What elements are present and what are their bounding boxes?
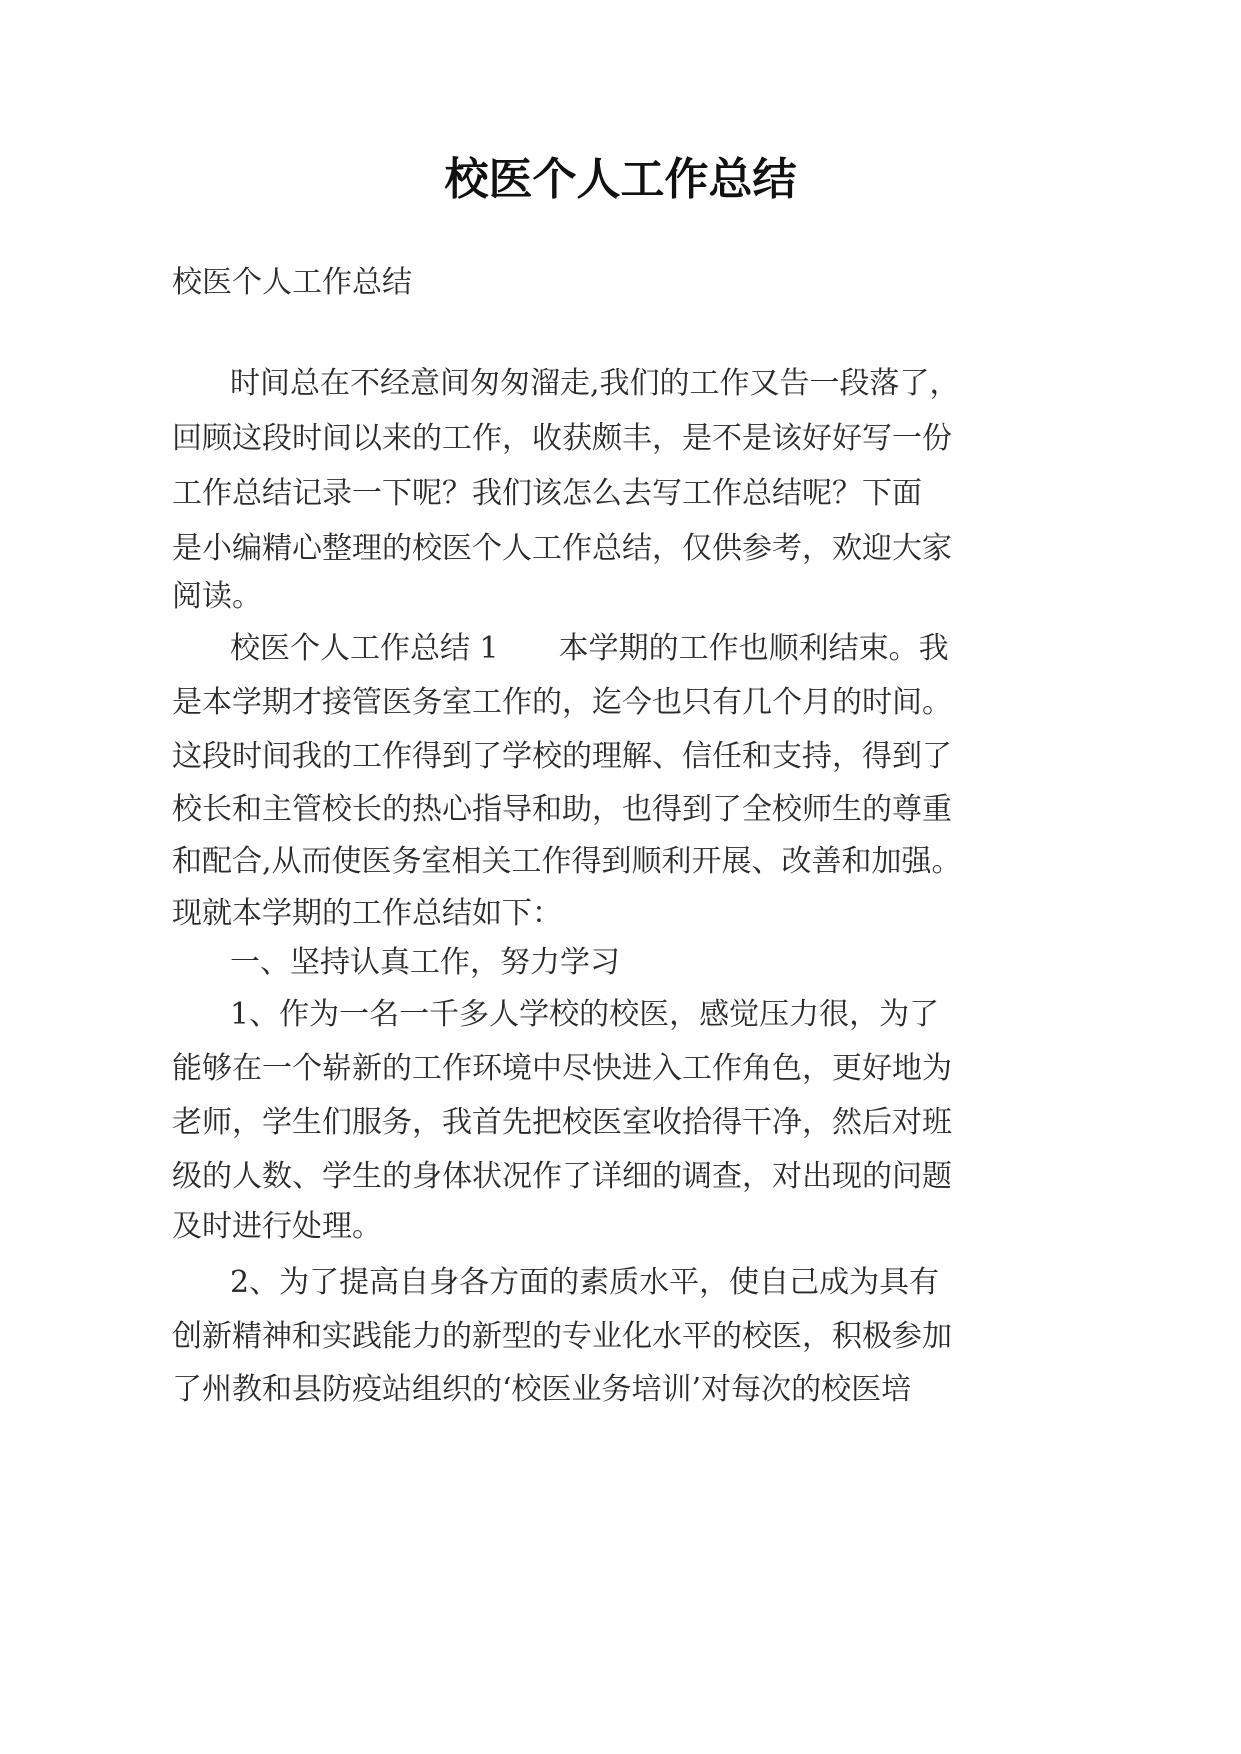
text-line: 工作总结记录一下呢？我们该怎么去写工作总结呢？下面 [172, 476, 922, 511]
text-line: 级的人数、学生的身体状况作了详细的调查，对出现的问题 [172, 1159, 952, 1194]
text-line: 及时进行处理。 [172, 1209, 382, 1244]
section-heading: 一、坚持认真工作，努力学习 [230, 945, 620, 980]
text-line: 2、为了提高自身各方面的素质水平，使自己成为具有 [230, 1265, 940, 1300]
text-line: 校医个人工作总结 1 本学期的工作也顺利结束。我 [230, 631, 949, 666]
text-line: 回顾这段时间以来的工作，收获颇丰，是不是该好好写一份 [172, 421, 952, 456]
text-line: 现就本学期的工作总结如下： [172, 896, 562, 931]
text-line: 这段时间我的工作得到了学校的理解、信任和支持，得到了 [172, 739, 952, 774]
text-line: 是小编精心整理的校医个人工作总结，仅供参考，欢迎大家 [172, 531, 952, 566]
text-line: 创新精神和实践能力的新型的专业化水平的校医，积极参加 [172, 1319, 952, 1354]
document-title: 校医个人工作总结 [444, 154, 797, 205]
text-line: 阅读。 [172, 579, 262, 614]
text-line: 时间总在不经意间匆匆溜走,我们的工作又告一段落了， [230, 366, 960, 401]
text-line: 老师，学生们服务，我首先把校医室收拾得干净，然后对班 [172, 1105, 952, 1140]
text-line: 1、作为一名一千多人学校的校医，感觉压力很，为了 [230, 997, 940, 1032]
document-subtitle: 校医个人工作总结 [172, 265, 412, 300]
text-line: 和配合,从而使医务室相关工作得到顺利开展、改善和加强。 [172, 844, 962, 879]
text-line: 了州教和县防疫站组织的‘校医业务培训’对每次的校医培 [172, 1372, 912, 1407]
text-line: 能够在一个崭新的工作环境中尽快进入工作角色，更好地为 [172, 1051, 952, 1086]
text-line: 校长和主管校长的热心指导和助，也得到了全校师生的尊重 [172, 792, 952, 827]
text-line: 是本学期才接管医务室工作的，迄今也只有几个月的时间。 [172, 685, 952, 720]
